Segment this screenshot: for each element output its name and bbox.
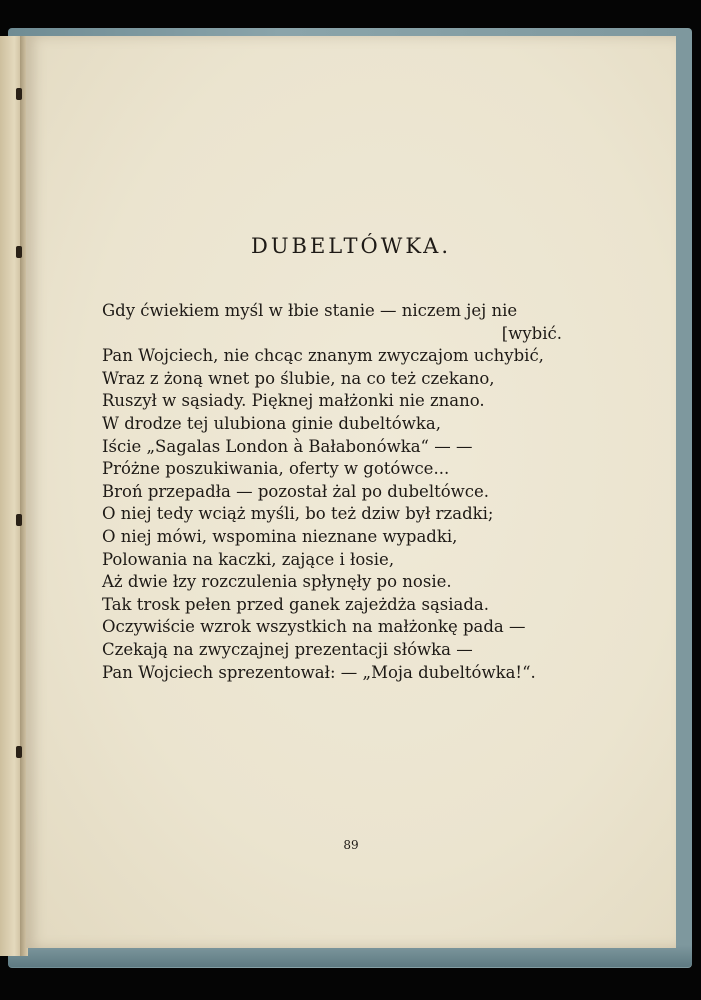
poem-line: Czekają na zwyczajnej prezentacji słówka — (102, 639, 473, 659)
poem-line: Oczywiście wzrok wszystkich na małżonkę pada — (102, 617, 526, 637)
poem-title: DUBELTÓWKA. (250, 234, 451, 258)
poem-line: Pan Wojciech sprezentował: — „Moja dubeltówka!“. (102, 662, 536, 682)
poem-line: Broń przepadła — pozostał żal po dubeltówce. (102, 481, 490, 501)
poem-line-continuation: [wybić. (501, 323, 562, 343)
book-page (26, 36, 676, 948)
poem-line: Wraz z żoną wnet po ślubie, na co też czekano, (102, 368, 495, 388)
book-cover-edge (8, 945, 692, 967)
poem-line: Iście „Sagalas London à Bałabonówka“ — — (102, 436, 473, 456)
poem-line: O niej tedy wciąż myśli, bo też dziw był rzadki; (102, 504, 494, 524)
poem-body (102, 300, 562, 684)
poem-line: Pan Wojciech, nie chcąc znanym zwyczajom uchybić, (102, 346, 544, 366)
binding-stitch (16, 746, 22, 758)
poem-line: W drodze tej ulubiona ginie dubeltówka, (102, 413, 441, 433)
poem-line: Tak trosk pełen przed ganek zajeżdża sąsiada. (102, 594, 490, 614)
binding-stitch (16, 88, 22, 100)
poem-line: Polowania na kaczki, zające i łosie, (102, 549, 395, 569)
poem-line: Ruszył w sąsiady. Pięknej małżonki nie znano. (102, 391, 485, 411)
binding-stitch (16, 514, 22, 526)
binding-stitch (16, 246, 22, 258)
poem-line: Gdy ćwiekiem myśl w łbie stanie — niczem jej nie (102, 301, 518, 320)
poem-line: O niej mówi, wspomina nieznane wypadki, (102, 526, 458, 546)
poem-line: Próżne poszukiwania, oferty w gotówce... (102, 459, 450, 479)
page-number: 89 (343, 838, 359, 852)
poem-line: Aż dwie łzy rozczulenia spłynęły po nosie. (102, 572, 452, 592)
